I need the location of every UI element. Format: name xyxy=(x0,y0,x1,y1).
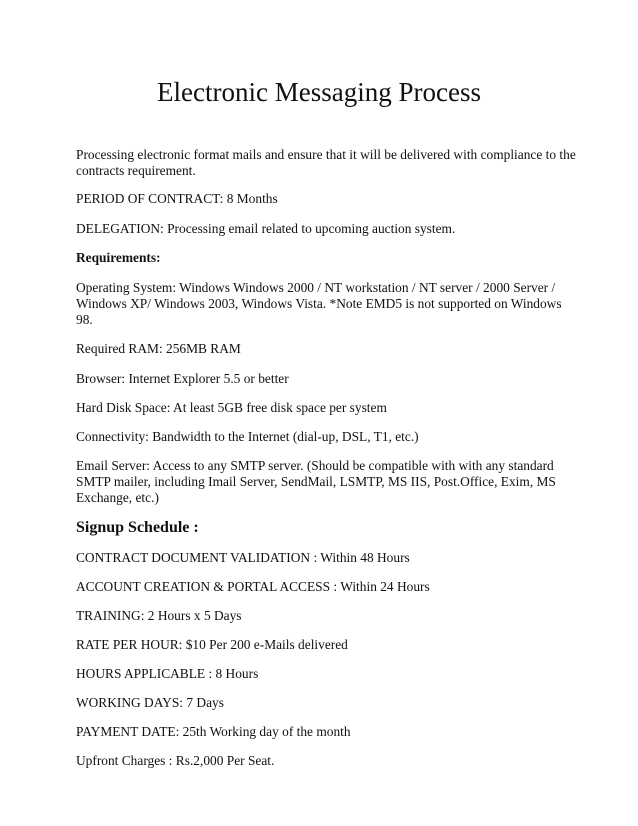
delegation: DELEGATION: Processing email related to upcoming auction system. xyxy=(76,221,456,236)
requirement-ram: Required RAM: 256MB RAM xyxy=(76,341,241,356)
schedule-item: WORKING DAYS: 7 Days xyxy=(76,695,224,710)
requirements-heading: Requirements: xyxy=(76,250,161,265)
period-of-contract: PERIOD OF CONTRACT: 8 Months xyxy=(76,191,278,206)
schedule-item: CONTRACT DOCUMENT VALIDATION : Within 48 Hours xyxy=(76,550,410,565)
requirement-disk: Hard Disk Space: At least 5GB free disk space per system xyxy=(76,400,387,415)
schedule-item: TRAINING: 2 Hours x 5 Days xyxy=(76,608,242,623)
signup-schedule-heading: Signup Schedule : xyxy=(76,519,199,536)
page-title: Electronic Messaging Process xyxy=(157,77,481,107)
requirement-connectivity: Connectivity: Bandwidth to the Internet (dial-up, DSL, T1, etc.) xyxy=(76,429,419,444)
document-body xyxy=(76,147,576,769)
requirement-browser: Browser: Internet Explorer 5.5 or better xyxy=(76,371,289,386)
schedule-item: HOURS APPLICABLE : 8 Hours xyxy=(76,666,259,681)
schedule-item: RATE PER HOUR: $10 Per 200 e-Mails delivered xyxy=(76,637,348,652)
schedule-item: PAYMENT DATE: 25th Working day of the month xyxy=(76,724,351,739)
schedule-item: ACCOUNT CREATION & PORTAL ACCESS : Within 24 Hours xyxy=(76,579,430,594)
requirement-os: Operating System: Windows Windows 2000 / NT workstation / NT server / 2000 Server / Windows XP/ Windows 2003, Windows Vista. *Note EMD5 is not supported on Windows 98. xyxy=(76,280,562,327)
intro-paragraph: Processing electronic format mails and ensure that it will be delivered with compliance to the contracts requirement. xyxy=(76,147,576,178)
requirement-email-server: Email Server: Access to any SMTP server. (Should be compatible with with any standard SMTP mailer, including Imail Server, SendMail, LSMTP, MS IIS, Post.Office, Exim, MS Exchange, etc.) xyxy=(76,458,556,505)
schedule-item: Upfront Charges : Rs.2,000 Per Seat. xyxy=(76,753,275,768)
